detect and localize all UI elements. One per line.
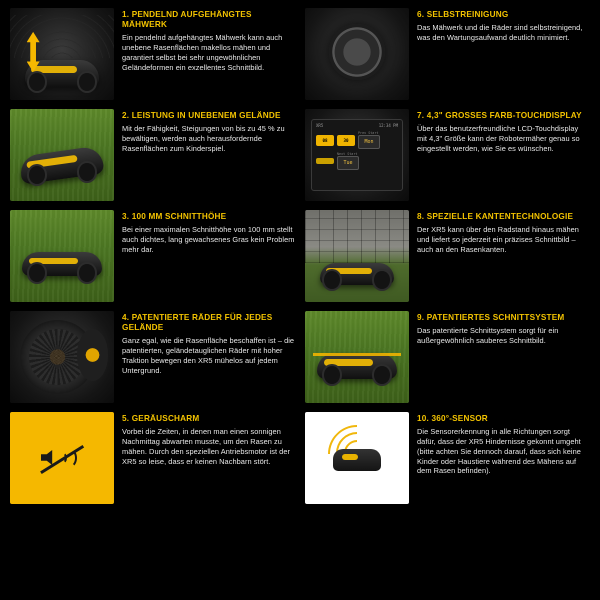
feature-title: SPEZIELLE KANTENTECHNOLOGIE (426, 212, 574, 221)
touch-display-photo (305, 109, 409, 201)
feature-title: PATENTIERTE RÄDER FÜR JEDES GELÄNDE (122, 313, 273, 332)
feature-number: 3. (122, 212, 130, 221)
display-label-start: Prev Start (358, 131, 379, 135)
feature-number: 9. (417, 313, 425, 322)
feature-title: PENDELND AUFGEHÄNGTES MÄHWERK (122, 10, 252, 29)
feature-item (10, 311, 295, 403)
feature-number: 4. (122, 313, 130, 322)
slope-performance-photo (10, 109, 114, 201)
360-sensor-icon (305, 412, 409, 504)
feature-title: 360°-SENSOR (431, 414, 488, 423)
feature-number: 5. (122, 414, 130, 423)
feature-body: Ein pendelnd aufgehängtes Mähwerk kann auch unebene Rasenflächen makellos mähen und garantiert selbst bei sehr ungewöhnlichen Geländeformen ein exzellentes Schnittbild. (122, 33, 283, 72)
feature-title: 100 MM SCHNITTHÖHE (131, 212, 227, 221)
display-label-next: Next Start (337, 152, 358, 156)
feature-body: Bei einer maximalen Schnitthöhe von 100 mm stellt auch dichtes, lang gewachsenes Gras kein Problem mehr dar. (122, 225, 295, 254)
feature-item (10, 8, 295, 100)
feature-body: Das Mähwerk und die Räder sind selbstreinigend, was den Wartungsaufwand deutlich minimiert. (417, 23, 583, 42)
pendulum-mowing-deck-photo (10, 8, 114, 100)
feature-item (305, 8, 590, 100)
display-day-current[interactable]: Mon (358, 135, 380, 149)
feature-number: 2. (122, 111, 130, 120)
feature-body: Vorbei die Zeiten, in denen man einen sonnigen Nachmittag abwarten musste, um den Rasen zu mähen. Durch den speziellen Antriebsmotor ist der XR5 so leise, dass er keinen Nachbarn stört. (122, 427, 291, 466)
right-column (305, 8, 590, 592)
feature-body: Die Sensorerkennung in alle Richtungen sorgt dafür, dass der XR5 Hindernisse gekonnt umgeht (bitte achten Sie dennoch darauf, dass sich keine Kinder oder Haustiere während des Mähens auf dem Rasen befinden). (417, 427, 581, 476)
robot-mower-icon (333, 449, 381, 471)
feature-number: 10. (417, 414, 429, 423)
feature-title: 4,3" GROSSES FARB-TOUCHDISPLAY (426, 111, 582, 120)
display-day-next[interactable]: Tue (337, 156, 359, 170)
self-cleaning-deck-photo (305, 8, 409, 100)
feature-body: Der XR5 kann über den Radstand hinaus mähen und liefert so jederzeit ein präzises Schnittbild – auch an den Rasenkanten. (417, 225, 579, 254)
cutting-height-photo (10, 210, 114, 302)
feature-item (305, 412, 590, 504)
feature-number: 1. (122, 10, 130, 19)
display-status-left: XR5 (316, 123, 324, 128)
edge-technology-photo (305, 210, 409, 302)
feature-item (10, 412, 295, 504)
feature-body: Das patentierte Schnittsystem sorgt für ein außergewöhnlich sauberes Schnittbild. (417, 326, 559, 345)
muted-speaker-icon (39, 441, 85, 475)
feature-body: Mit der Fähigkeit, Steigungen von bis zu 45 % zu bewältigen, werden auch herausfordernde Rasenflächen zum Kinderspiel. (122, 124, 285, 153)
feature-number: 8. (417, 212, 425, 221)
feature-item (305, 210, 590, 302)
feature-title: SELBSTREINIGUNG (426, 10, 509, 19)
feature-body: Ganz egal, wie die Rasenfläche beschaffen ist – die patentierten, geländetauglichen Räder mit hoher Traktion bewegen den XR5 mühelos auf jedem Untergrund. (122, 336, 295, 375)
lcd-touch-display[interactable] (311, 119, 403, 191)
display-tile-1[interactable]: 08 (316, 135, 334, 146)
feature-item (305, 311, 590, 403)
low-noise-icon (10, 412, 114, 504)
feature-item (10, 109, 295, 201)
display-tile-3[interactable] (316, 158, 334, 164)
feature-number: 7. (417, 111, 425, 120)
display-tile-2[interactable]: 30 (337, 135, 355, 146)
feature-title: LEISTUNG IN UNEBENEM GELÄNDE (131, 111, 281, 120)
cutting-system-photo (305, 311, 409, 403)
left-column (10, 8, 295, 592)
feature-title: PATENTIERTES SCHNITTSYSTEM (426, 313, 565, 322)
feature-title: GERÄUSCHARM (131, 414, 200, 423)
feature-item (305, 109, 590, 201)
feature-item (10, 210, 295, 302)
patented-wheel-photo (10, 311, 114, 403)
feature-body: Über das benutzerfreundliche LCD-Touchdisplay mit 4,3" Größe kann der Robotermäher genau so eingestellt werden, wie Sie es wünschen. (417, 124, 580, 153)
display-status-right: 12:34 PM (378, 123, 398, 128)
feature-number: 6. (417, 10, 425, 19)
